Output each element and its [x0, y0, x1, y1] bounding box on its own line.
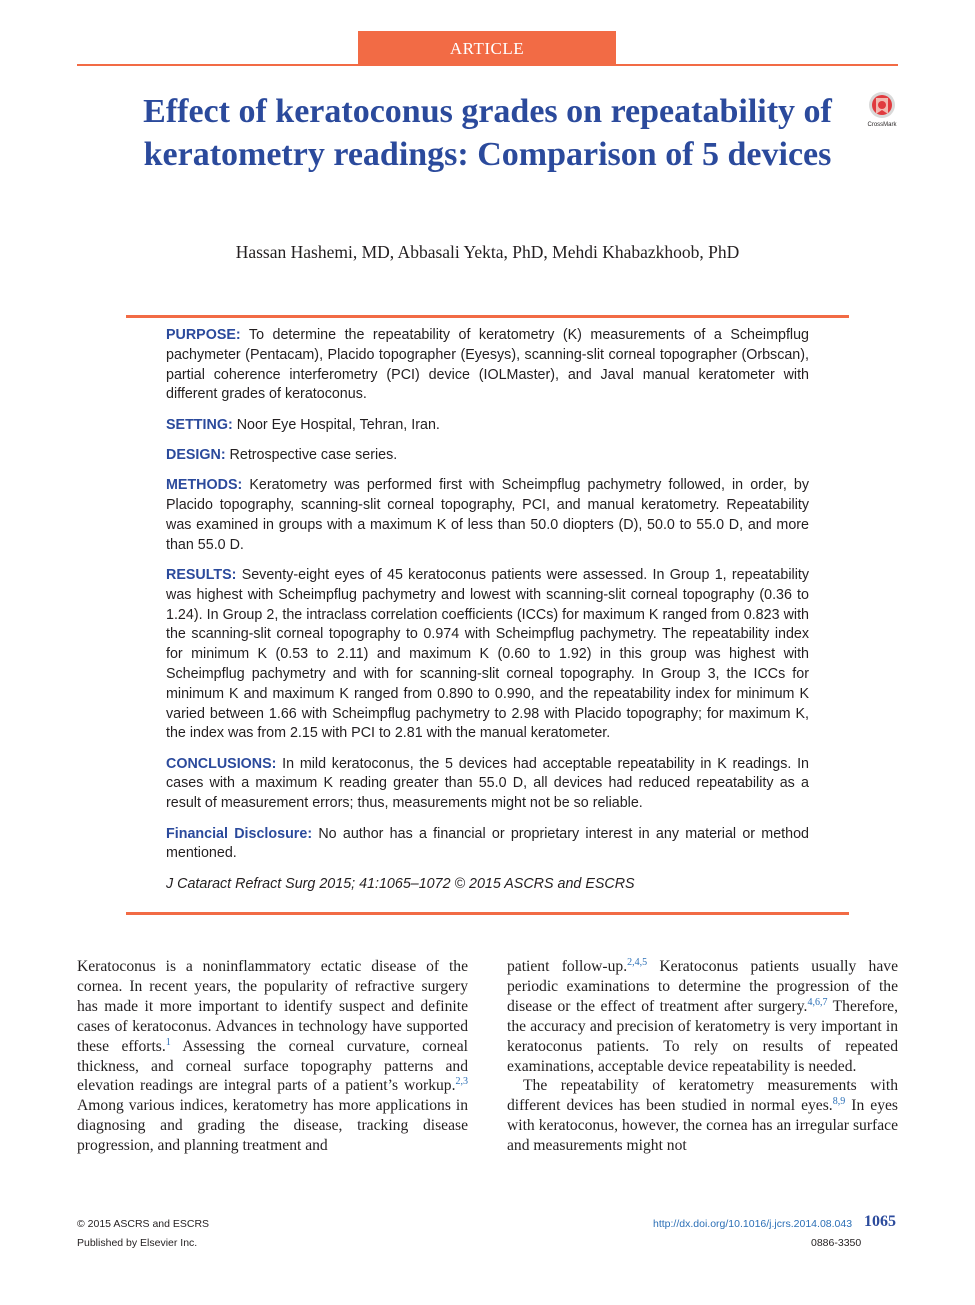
- conclusions-text: In mild keratoconus, the 5 devices had acceptable repeatability in K readings. In cases with a maximum K reading greater than 55.0 D, all devices had reduced repeatability as a result of measurement errors; thus, measurements might not be so reliable.: [166, 755, 809, 812]
- doi-link[interactable]: http://dx.doi.org/10.1016/j.jcrs.2014.08.043: [653, 1218, 853, 1230]
- abstract-results: [166, 566, 809, 744]
- abstract-top-rule: [126, 315, 849, 318]
- body-paragraph: [507, 1076, 898, 1156]
- issn: 0886-3350: [811, 1237, 862, 1249]
- reference-link[interactable]: 4,6,7: [807, 996, 828, 1008]
- body-text: Keratoconus is a noninflammatory ectatic disease of the cornea. In recent years, the popularity of refractive surgery has made it more important to identify suspect and definite cases of keratoconus. Advances in technology have supported these efforts.: [77, 958, 468, 1055]
- reference-link[interactable]: 8,9: [832, 1096, 846, 1108]
- financial-label: Financial Disclosure:: [166, 825, 313, 842]
- reference-link[interactable]: 1: [165, 1036, 171, 1048]
- body-paragraph: [77, 957, 468, 1156]
- financial-text: No author has a financial or proprietary interest in any material or method mentioned.: [166, 825, 809, 862]
- section-tag: ARTICLE: [358, 31, 616, 65]
- methods-label: METHODS:: [166, 477, 243, 494]
- header-rule: [77, 64, 898, 66]
- page-number: 1065: [864, 1213, 896, 1230]
- journal-citation: J Cataract Refract Surg 2015; 41:1065–1072 © 2015 ASCRS and ESCRS: [166, 875, 635, 892]
- crossmark-icon[interactable]: [862, 90, 902, 130]
- abstract: [166, 326, 809, 905]
- purpose-text: To determine the repeatability of keratometry (K) measurements of a Scheimpflug pachymeter (Pentacam), Placido topographer (Eyesys), scanning-slit corneal topographer (Orbscan), partial coherence interferometry (PCI) device (IOLMaster), and Javal manual keratometer with different grades of keratoconus.: [166, 327, 809, 403]
- body-column-left: [77, 957, 468, 1156]
- reference-link[interactable]: 2,4,5: [627, 956, 648, 968]
- body-column-right: [507, 957, 898, 1156]
- footer-publisher: Published by Elsevier Inc.: [77, 1237, 198, 1249]
- svg-text:CrossMark: CrossMark: [867, 122, 897, 128]
- purpose-label: PURPOSE:: [166, 327, 241, 343]
- body-text: Keratoconus patients usually have periodic examinations to determine the progression of the disease or the effect of treatment after surgery.: [507, 958, 898, 1015]
- results-label: RESULTS:: [166, 566, 237, 583]
- results-text: Seventy-eight eyes of 45 keratoconus patients were assessed. In Group 1, repeatability was highest with Scheimpflug pachymetry and lowest with scanning-slit corneal topography (0.36 to 1.24). In Group 2, the intraclass correlation coefficients (ICCs) for maximum K ranged from 0.823 with the scanning-slit corneal topography to 0.974 with Scheimpflug pachymetry. The repeatability index for minimum K (0.53 to 2.11) and maximum K (0.60 to 1.92) in this group was highest with Scheimpflug pachymetry and with for scanning-slit corneal topography. In Group 3, the ICCs for minimum K and maximum K ranged from 0.890 to 0.990, and the repeatability index for minimum K varied between 1.66 with Scheimpflug pachymetry to 2.98 with Placido topography; for maximum K, the index was from 2.15 with PCI to 2.81 with the manual keratometer.: [166, 566, 809, 742]
- abstract-bottom-rule: [126, 912, 849, 915]
- abstract-setting: [166, 416, 809, 436]
- abstract-conclusions: [166, 755, 809, 814]
- setting-text: Noor Eye Hospital, Tehran, Iran.: [232, 416, 440, 433]
- setting-label: SETTING:: [166, 416, 233, 433]
- abstract-purpose: [166, 326, 809, 405]
- body-text: In eyes with keratoconus, however, the cornea has an irregular surface and measurements might not: [507, 1097, 899, 1155]
- body-paragraph: [507, 957, 898, 1076]
- body-text: patient follow-up.: [507, 958, 628, 975]
- crossmark-logo: [862, 90, 902, 130]
- body-text: The repeatability of keratometry measurements with different devices has been studied in normal eyes.: [507, 1077, 898, 1115]
- abstract-design: [166, 446, 809, 466]
- design-label: DESIGN:: [166, 446, 226, 463]
- conclusions-label: CONCLUSIONS:: [166, 755, 277, 772]
- design-text: Retrospective case series.: [225, 446, 398, 463]
- body-text: Assessing the corneal curvature, corneal thickness, and corneal surface topography patterns and elevation readings are integral parts of a patient’s workup.: [77, 1037, 468, 1095]
- reference-link[interactable]: 2,3: [455, 1076, 468, 1088]
- abstract-financial: [166, 825, 809, 865]
- abstract-methods: [166, 476, 809, 555]
- article-title: Effect of keratoconus grades on repeatability of keratometry readings: Comparison of 5 devices: [143, 93, 832, 173]
- body-text: Therefore, the accuracy and precision of keratometry is very important in keratoconus patients. To rely on results of repeated examinations, acceptable device repeatability is needed.: [507, 997, 898, 1075]
- author-list: Hassan Hashemi, MD, Abbasali Yekta, PhD, Mehdi Khabazkhoob, PhD: [235, 242, 740, 262]
- footer-copyright: © 2015 ASCRS and ESCRS: [77, 1218, 210, 1230]
- body-text: Among various indices, keratometry has more applications in diagnosing and grading the disease, tracking disease progression, and planning treatment and: [77, 1097, 468, 1155]
- methods-text: Keratometry was performed first with Scheimpflug pachymetry followed, in order, by Placido topography, scanning-slit corneal topography, PCI, and manual keratometry. Repeatability was examined in groups with a maximum K of less than 50.0 diopters (D), 50.0 to 55.0 D, and more than 55.0 D.: [166, 477, 809, 553]
